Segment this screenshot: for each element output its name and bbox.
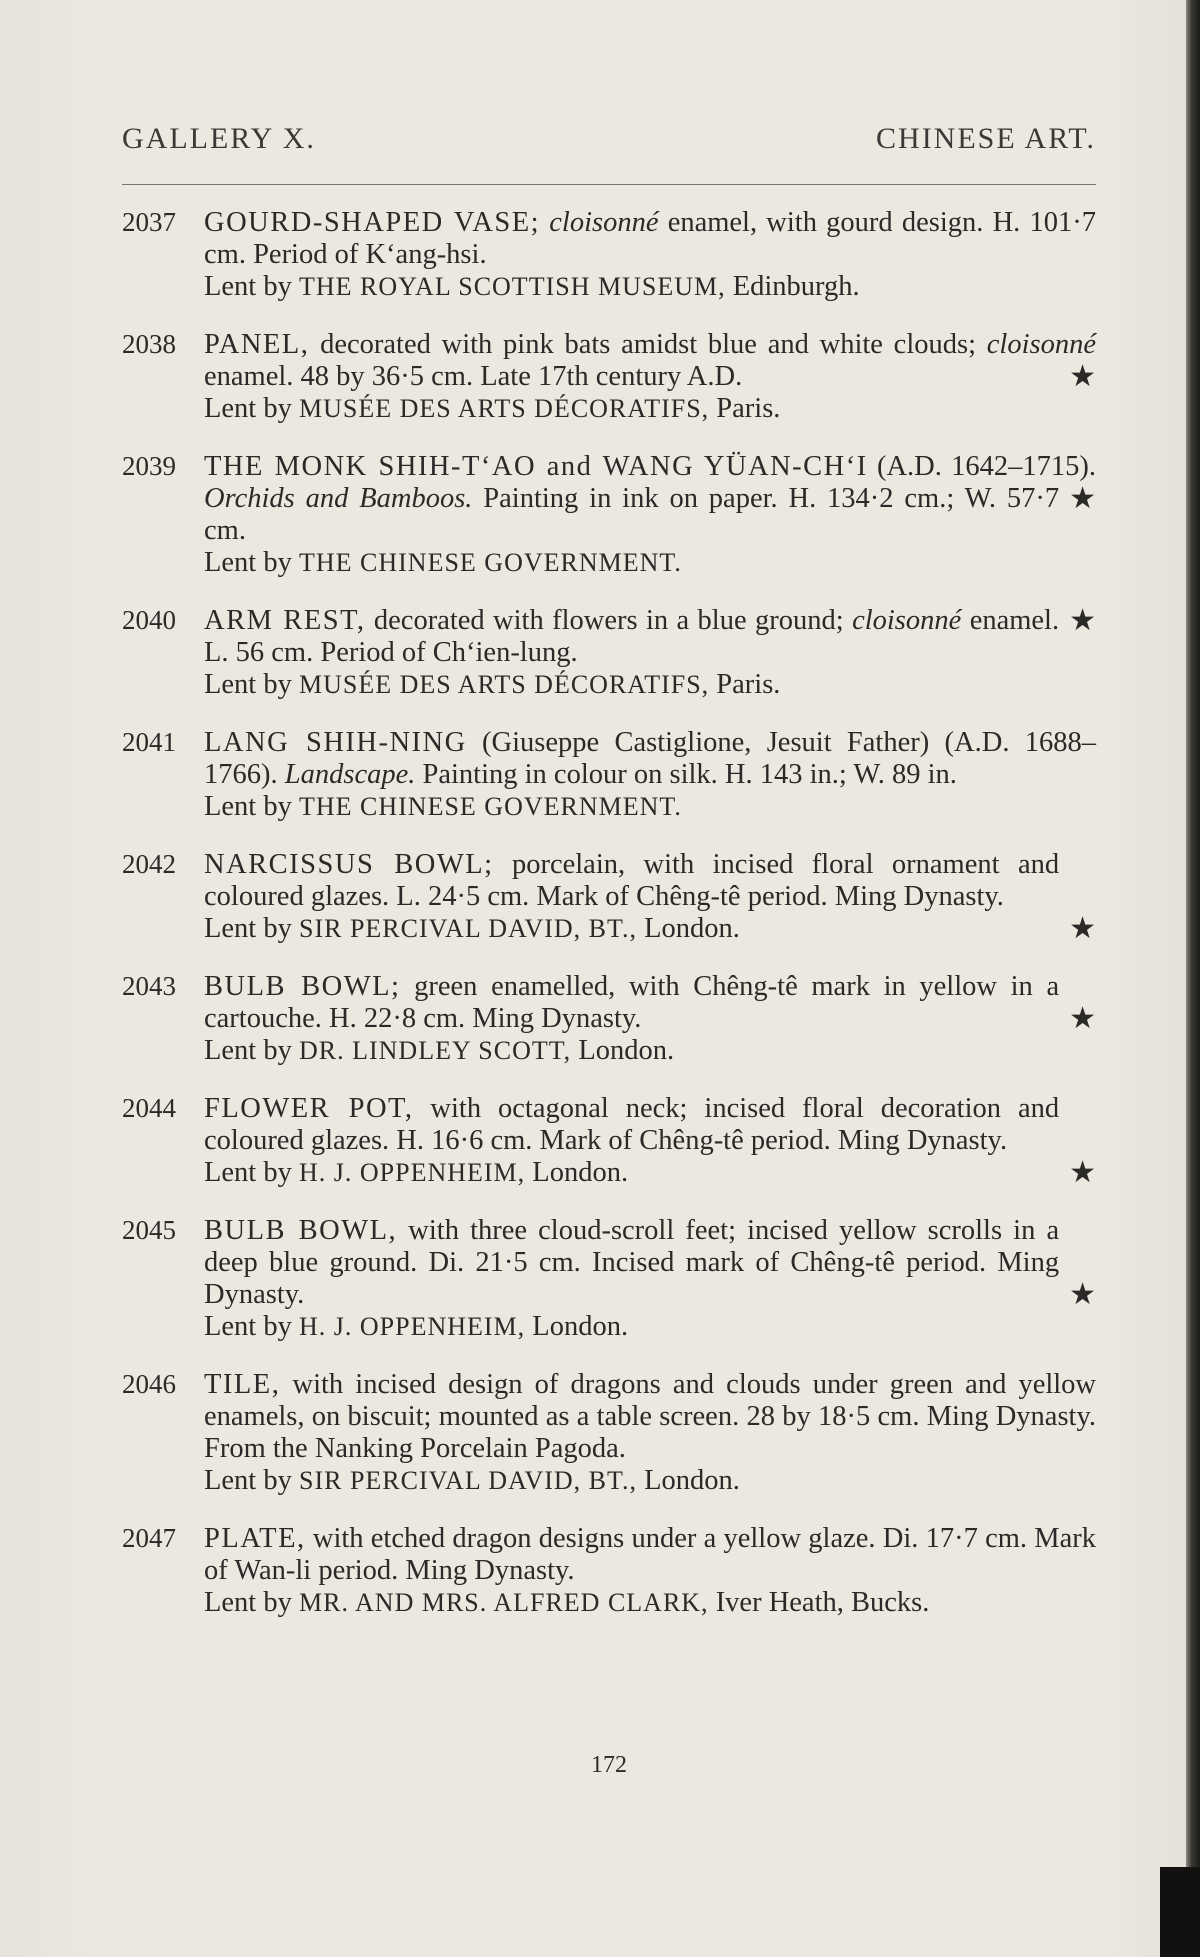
- lent-by-label: Lent by: [204, 271, 292, 302]
- page-binding-edge: [1186, 0, 1200, 1957]
- entry-lender-line: [204, 1587, 1096, 1619]
- entry-title: THE MONK SHIH-T‘AO and WANG YÜAN-CH‘I: [204, 451, 868, 482]
- entry-description: Painting in ink on paper. H. 134·2 cm.; W. 57·7 cm.: [204, 483, 1060, 546]
- entry-italic: cloisonné: [549, 207, 659, 238]
- lender-location: Edinburgh.: [732, 271, 860, 302]
- catalogue-entry: [122, 451, 1096, 579]
- entry-number: 2042: [122, 849, 176, 879]
- lent-by-label: Lent by: [204, 669, 292, 700]
- entry-number: 2038: [122, 329, 176, 359]
- lent-by-label: Lent by: [204, 547, 292, 578]
- lender-location: London.: [644, 1465, 740, 1496]
- header-rule: [122, 184, 1096, 185]
- entry-lender-line: [204, 1035, 1096, 1067]
- lender-name: MR. AND MRS. ALFRED CLARK,: [298, 1588, 709, 1617]
- lender-name: H. J. OPPENHEIM,: [298, 1158, 526, 1187]
- lender-location: London.: [578, 1035, 675, 1066]
- catalogue-entry: [122, 329, 1096, 425]
- entry-lender-line: [204, 393, 1096, 425]
- lender-location: Iver Heath, Bucks.: [715, 1587, 930, 1618]
- entry-lender-line: [204, 1465, 1096, 1497]
- catalogue-entry: [122, 207, 1096, 303]
- lent-by-label: Lent by: [204, 1311, 292, 1342]
- entry-title: BULB BOWL;: [204, 971, 401, 1002]
- entry-number: 2040: [122, 605, 176, 635]
- entry-number: 2047: [122, 1523, 176, 1553]
- catalogue-entry: [122, 605, 1096, 701]
- entry-number: 2039: [122, 451, 176, 481]
- entry-lender-line: [204, 1157, 1096, 1189]
- page-number: 172: [591, 1752, 627, 1778]
- entry-title: PANEL,: [204, 329, 310, 360]
- star-icon: ★: [1069, 1156, 1096, 1189]
- lender-name: H. J. OPPENHEIM,: [298, 1312, 526, 1341]
- lender-location: Paris.: [716, 669, 781, 700]
- header-gallery: GALLERY X.: [122, 122, 316, 155]
- lent-by-label: Lent by: [204, 1465, 292, 1496]
- catalogue-entries: [122, 207, 1096, 1619]
- star-icon: ★: [1069, 482, 1096, 515]
- entry-number: 2044: [122, 1093, 176, 1123]
- lender-location: London.: [532, 1157, 629, 1188]
- entry-description: enamel. L. 56 cm. Period of Ch‘ien-lung.: [204, 605, 1060, 668]
- entry-lender-line: [204, 1311, 1096, 1343]
- catalogue-entry: [122, 1215, 1096, 1343]
- lender-name: DR. LINDLEY SCOTT,: [298, 1036, 572, 1065]
- entry-lender-line: [204, 791, 1096, 823]
- entry-description-lead: (Giuseppe Castiglione, Jesuit Father) (A.D. 1688–1766).: [204, 727, 1097, 790]
- lender-name: SIR PERCIVAL DAVID, BT.,: [298, 914, 637, 943]
- star-icon: ★: [1069, 604, 1096, 637]
- page-corner-shadow: [1160, 1867, 1200, 1957]
- lender-name: THE CHINESE GOVERNMENT.: [298, 548, 682, 577]
- catalogue-entry: [122, 1093, 1096, 1189]
- entry-description: with etched dragon designs under a yellow glaze. Di. 17·7 cm. Mark of Wan-li period. Ming Dynasty.: [204, 1523, 1096, 1586]
- lender-name: MUSÉE DES ARTS DÉCORATIFS,: [298, 670, 710, 699]
- lender-name: THE CHINESE GOVERNMENT.: [298, 792, 682, 821]
- lent-by-label: Lent by: [204, 791, 292, 822]
- entry-title: TILE,: [204, 1369, 281, 1400]
- entry-italic: cloisonné: [986, 329, 1097, 360]
- entry-title: NARCISSUS BOWL;: [204, 849, 494, 880]
- header-section: CHINESE ART.: [876, 122, 1096, 155]
- entry-number: 2037: [122, 207, 176, 237]
- entry-italic: Landscape.: [284, 759, 416, 790]
- entry-description: porcelain, with incised floral ornament and coloured glazes. L. 24·5 cm. Mark of Chêng-tê period. Ming Dynasty.: [204, 849, 1060, 912]
- entry-title: ARM REST,: [204, 605, 366, 636]
- star-icon: ★: [1069, 1278, 1096, 1311]
- entry-description-lead: decorated with pink bats amidst blue and white clouds;: [320, 329, 977, 360]
- lent-by-label: Lent by: [204, 1157, 292, 1188]
- lender-location: London.: [644, 913, 740, 944]
- entry-italic: cloisonné: [852, 605, 962, 636]
- entry-number: 2046: [122, 1369, 176, 1399]
- entry-description: enamel. 48 by 36·5 cm. Late 17th century A.D.: [204, 361, 743, 392]
- lent-by-label: Lent by: [204, 393, 292, 424]
- lender-name: MUSÉE DES ARTS DÉCORATIFS,: [298, 394, 710, 423]
- entry-title: PLATE,: [204, 1523, 306, 1554]
- entry-title: GOURD-SHAPED VASE;: [204, 207, 541, 238]
- catalogue-entry: [122, 1369, 1096, 1497]
- entry-lender-line: [204, 913, 1096, 945]
- entry-number: 2045: [122, 1215, 176, 1245]
- catalogue-entry: [122, 727, 1096, 823]
- page-content: [122, 122, 1097, 1778]
- entry-title: FLOWER POT,: [204, 1093, 414, 1124]
- entry-title: BULB BOWL,: [204, 1215, 398, 1246]
- entry-description: with incised design of dragons and clouds under green and yellow enamels, on biscuit; mounted as a table screen. 28 by 18·5 cm. Ming Dynasty. From the Nanking Porcelain Pagoda.: [204, 1369, 1097, 1464]
- entry-description: enamel, with gourd design. H. 101·7 cm. Period of K‘ang-hsi.: [204, 207, 1096, 270]
- entry-description-lead: (A.D. 1642–1715).: [876, 451, 1096, 482]
- catalogue-entry: [122, 849, 1096, 945]
- lent-by-label: Lent by: [204, 1035, 292, 1066]
- running-header: [122, 122, 1096, 156]
- entry-description-lead: decorated with flowers in a blue ground;: [373, 605, 844, 636]
- lent-by-label: Lent by: [204, 1587, 292, 1618]
- star-icon: ★: [1069, 360, 1096, 393]
- lender-name: THE ROYAL SCOTTISH MUSEUM,: [298, 272, 726, 301]
- entry-number: 2043: [122, 971, 176, 1001]
- entry-description: green enamelled, with Chêng-tê mark in yellow in a cartouche. H. 22·8 cm. Ming Dynasty.: [204, 971, 1060, 1034]
- entry-number: 2041: [122, 727, 176, 757]
- lender-location: Paris.: [716, 393, 781, 424]
- entry-lender-line: [204, 547, 1096, 579]
- entry-description: Painting in colour on silk. H. 143 in.; W. 89 in.: [422, 759, 957, 790]
- entry-lender-line: [204, 669, 1096, 701]
- entry-title: LANG SHIH-NING: [204, 727, 467, 758]
- star-icon: ★: [1069, 1002, 1096, 1035]
- star-icon: ★: [1069, 912, 1096, 945]
- entry-description: with three cloud-scroll feet; incised yellow scrolls in a deep blue ground. Di. 21·5 cm. Incised mark of Chêng-tê period. Ming Dynasty.: [204, 1215, 1060, 1310]
- lent-by-label: Lent by: [204, 913, 292, 944]
- entry-description: with octagonal neck; incised floral decoration and coloured glazes. H. 16·6 cm. Mark of Chêng-tê period. Ming Dynasty.: [204, 1093, 1060, 1156]
- lender-name: SIR PERCIVAL DAVID, BT.,: [298, 1466, 637, 1495]
- entry-lender-line: [204, 271, 1096, 303]
- catalogue-entry: [122, 1523, 1096, 1619]
- catalogue-entry: [122, 971, 1096, 1067]
- entry-italic: Orchids and Bamboos.: [204, 483, 473, 514]
- lender-location: London.: [532, 1311, 629, 1342]
